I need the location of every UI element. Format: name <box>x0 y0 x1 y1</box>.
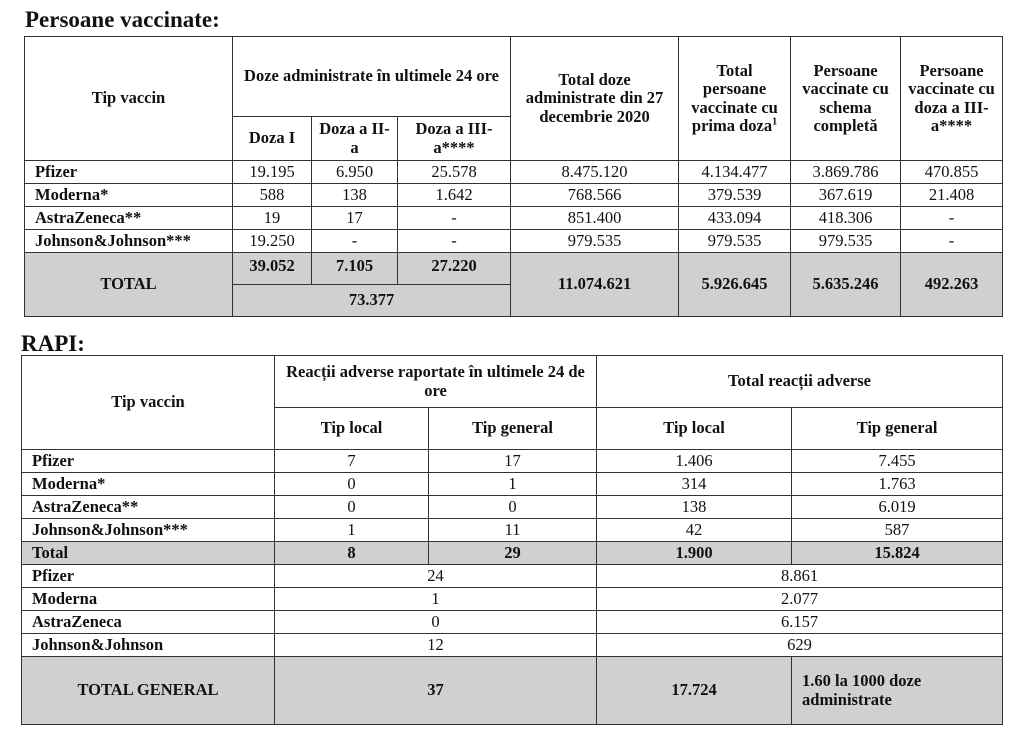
header-doza3-total: Persoane vaccinate cu doza a III-a**** <box>901 37 1003 161</box>
summary-row <box>22 588 1003 611</box>
total-row <box>22 542 1003 565</box>
local-24h-value: 1 <box>275 519 429 542</box>
general-total-value: 1.763 <box>792 473 1003 496</box>
header-doza1: Doza I <box>233 117 312 161</box>
header-total-doze: Total doze administrate din 27 decembrie 2020 <box>511 37 679 161</box>
total-doze-administrate: 11.074.621 <box>511 253 679 317</box>
sum-total-value: 629 <box>597 634 1003 657</box>
total-general-total: 15.824 <box>792 542 1003 565</box>
summary-row <box>22 611 1003 634</box>
table-row <box>25 230 1003 253</box>
general-total-value: 6.019 <box>792 496 1003 519</box>
sum-24h-value: 12 <box>275 634 597 657</box>
local-24h-value: 0 <box>275 473 429 496</box>
doza1-value: 19.195 <box>233 161 312 184</box>
vaccine-name: Johnson&Johnson <box>22 634 275 657</box>
total-label: Total <box>22 542 275 565</box>
adverse-reactions-table <box>21 355 1003 725</box>
schema-completa-value: 367.619 <box>791 184 901 207</box>
vaccine-name: Moderna* <box>25 184 233 207</box>
doza3-total-value: 470.855 <box>901 161 1003 184</box>
total-doze-value: 979.535 <box>511 230 679 253</box>
general-24h-value: 1 <box>429 473 597 496</box>
sum-total-value: 6.157 <box>597 611 1003 634</box>
header-schema-completa: Persoane vaccinate cu schema completă <box>791 37 901 161</box>
local-total-value: 1.406 <box>597 450 792 473</box>
sum-24h-value: 1 <box>275 588 597 611</box>
doza1-value: 19 <box>233 207 312 230</box>
table-row <box>25 184 1003 207</box>
general-total-value: 587 <box>792 519 1003 542</box>
header-tip-vaccin: Tip vaccin <box>22 356 275 450</box>
sum-total-value: 8.861 <box>597 565 1003 588</box>
header-tip-general-total: Tip general <box>792 408 1003 450</box>
table-row <box>22 473 1003 496</box>
doza2-value: - <box>312 230 398 253</box>
header-reactii-24h: Reacții adverse raportate în ultimele 24 de ore <box>275 356 597 408</box>
doza3-total-value: - <box>901 230 1003 253</box>
table-row <box>25 161 1003 184</box>
doza2-value: 6.950 <box>312 161 398 184</box>
section-title-persoane-vaccinate: Persoane vaccinate: <box>25 7 220 32</box>
section-title-rapi: RAPI: <box>21 331 85 356</box>
doza3-value: - <box>398 230 511 253</box>
local-total-value: 42 <box>597 519 792 542</box>
schema-completa-value: 418.306 <box>791 207 901 230</box>
total-row <box>25 253 1003 285</box>
total-doza2: 7.105 <box>312 253 398 285</box>
sum-24h-value: 24 <box>275 565 597 588</box>
total-local-total: 1.900 <box>597 542 792 565</box>
header-tip-local-24h: Tip local <box>275 408 429 450</box>
doza3-value: 25.578 <box>398 161 511 184</box>
doza1-value: 588 <box>233 184 312 207</box>
doza3-value: - <box>398 207 511 230</box>
prima-doza-value: 4.134.477 <box>679 161 791 184</box>
vaccine-name: Pfizer <box>25 161 233 184</box>
header-tip-vaccin: Tip vaccin <box>25 37 233 161</box>
vaccine-name: AstraZeneca** <box>22 496 275 519</box>
table-row <box>22 519 1003 542</box>
total-label: TOTAL <box>25 253 233 317</box>
vaccine-name: AstraZeneca <box>22 611 275 634</box>
vaccine-name: Pfizer <box>22 565 275 588</box>
header-tip-local-total: Tip local <box>597 408 792 450</box>
header-doze-24h: Doze administrate în ultimele 24 ore <box>233 37 511 117</box>
general-total-value: 7.455 <box>792 450 1003 473</box>
total-local-24h: 8 <box>275 542 429 565</box>
table-row <box>22 496 1003 519</box>
doza3-total-value: 21.408 <box>901 184 1003 207</box>
total-general-row <box>22 657 1003 725</box>
general-24h-value: 17 <box>429 450 597 473</box>
total-doza1: 39.052 <box>233 253 312 285</box>
schema-completa-value: 979.535 <box>791 230 901 253</box>
table-row <box>22 450 1003 473</box>
total-general-rate: 1.60 la 1000 doze administrate <box>792 657 1003 725</box>
header-doza3: Doza a III-a**** <box>398 117 511 161</box>
total-general-24h: 37 <box>275 657 597 725</box>
general-24h-value: 0 <box>429 496 597 519</box>
total-doze-value: 851.400 <box>511 207 679 230</box>
table-row <box>25 207 1003 230</box>
doza2-value: 17 <box>312 207 398 230</box>
total-doze-value: 8.475.120 <box>511 161 679 184</box>
local-24h-value: 0 <box>275 496 429 519</box>
vaccine-name: Moderna <box>22 588 275 611</box>
total-general-label: TOTAL GENERAL <box>22 657 275 725</box>
vaccine-name: Johnson&Johnson*** <box>22 519 275 542</box>
vaccine-name: AstraZeneca** <box>25 207 233 230</box>
prima-doza-value: 979.535 <box>679 230 791 253</box>
doza1-value: 19.250 <box>233 230 312 253</box>
schema-completa-value: 3.869.786 <box>791 161 901 184</box>
header-total-prima-doza-label: Total persoane vaccinate cu prima doza <box>691 61 778 135</box>
header-tip-general-24h: Tip general <box>429 408 597 450</box>
total-doza3: 27.220 <box>398 253 511 285</box>
total-24h-sum: 73.377 <box>233 285 511 317</box>
total-prima-doza: 5.926.645 <box>679 253 791 317</box>
doza2-value: 138 <box>312 184 398 207</box>
total-schema-completa: 5.635.246 <box>791 253 901 317</box>
vaccine-name: Pfizer <box>22 450 275 473</box>
doza3-value: 1.642 <box>398 184 511 207</box>
total-general-24h: 29 <box>429 542 597 565</box>
total-general-sum: 17.724 <box>597 657 792 725</box>
summary-row <box>22 634 1003 657</box>
local-24h-value: 7 <box>275 450 429 473</box>
doza3-total-value: - <box>901 207 1003 230</box>
local-total-value: 138 <box>597 496 792 519</box>
total-doza3-persoane: 492.263 <box>901 253 1003 317</box>
local-total-value: 314 <box>597 473 792 496</box>
sum-24h-value: 0 <box>275 611 597 634</box>
vaccinated-persons-table <box>24 36 1003 317</box>
vaccine-name: Moderna* <box>22 473 275 496</box>
general-24h-value: 11 <box>429 519 597 542</box>
total-doze-value: 768.566 <box>511 184 679 207</box>
footnote-marker: 1 <box>772 116 778 128</box>
header-total-prima-doza <box>679 37 791 161</box>
prima-doza-value: 379.539 <box>679 184 791 207</box>
summary-row <box>22 565 1003 588</box>
vaccine-name: Johnson&Johnson*** <box>25 230 233 253</box>
prima-doza-value: 433.094 <box>679 207 791 230</box>
header-doza2: Doza a II-a <box>312 117 398 161</box>
header-total-reactii: Total reacții adverse <box>597 356 1003 408</box>
sum-total-value: 2.077 <box>597 588 1003 611</box>
